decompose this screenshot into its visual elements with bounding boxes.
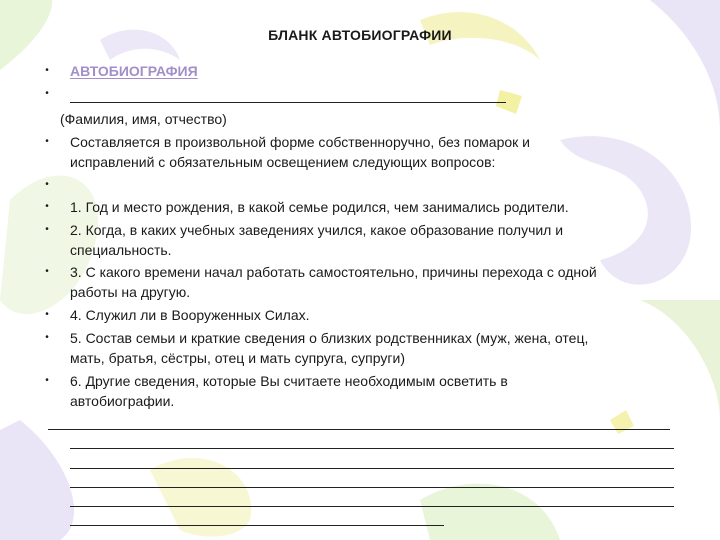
question-item-1	[45, 197, 685, 217]
bullet-icon: •	[45, 65, 49, 76]
heading-autobiography: АВТОБИОГРАФИЯ	[70, 63, 198, 79]
question-item-6	[45, 371, 685, 411]
question-item-3	[45, 262, 685, 302]
question-6-line-2: автобиографии.	[70, 393, 175, 409]
bullet-icon: •	[45, 179, 49, 190]
question-5-line-1: 5. Состав семьи и краткие сведения о близких родственниках (муж, жена, отец,	[70, 330, 589, 346]
bullet-icon: •	[45, 332, 49, 343]
question-6-line-1: 6. Другие сведения, которые Вы считаете необходимым осветить в	[70, 373, 508, 389]
heading-item	[45, 61, 685, 81]
question-1-line-1: 1. Год и место рождения, в какой семье родился, чем занимались родители.	[70, 199, 569, 215]
intro-line-2: исправлений с обязательным освещением следующих вопросов:	[70, 154, 496, 170]
bullet-icon: •	[45, 88, 49, 99]
fio-blank-item	[45, 84, 685, 104]
question-2-line-1: 2. Когда, в каких учебных заведениях учился, какое образование получил и	[70, 222, 564, 238]
bullet-icon: •	[45, 375, 49, 386]
bullet-icon: •	[45, 201, 49, 212]
page-title: БЛАНК АВТОБИОГРАФИИ	[268, 27, 452, 43]
question-item-4	[45, 305, 685, 325]
intro-line-1: Составляется в произвольной форме собственноручно, без помарок и	[70, 134, 530, 150]
bullet-icon: •	[45, 266, 49, 277]
intro-item	[45, 132, 685, 172]
answer-blank-line	[70, 448, 674, 449]
question-item-2	[45, 220, 685, 260]
question-item-5	[45, 328, 685, 368]
question-4-line-1: 4. Служил ли в Вооруженных Силах.	[70, 307, 310, 323]
answer-blank-line	[70, 506, 674, 507]
fio-caption: (Фамилия, имя, отчество)	[60, 111, 227, 127]
answer-blank-line	[70, 525, 444, 526]
bullet-icon: •	[45, 136, 49, 147]
question-3-line-1: 3. С какого времени начал работать самостоятельно, причины перехода с одной	[70, 264, 597, 280]
question-2-line-2: специальность.	[70, 242, 172, 258]
question-3-line-2: работы на другую.	[70, 284, 191, 300]
fio-blank-line	[70, 102, 506, 103]
question-5-line-2: мать, братья, сёстры, отец и мать супруга, супруги)	[70, 350, 405, 366]
answer-blank-line	[48, 429, 670, 430]
bullet-icon: •	[45, 309, 49, 320]
bullet-icon: •	[45, 224, 49, 235]
answer-blank-line	[70, 468, 674, 469]
answer-blank-line	[70, 487, 674, 488]
